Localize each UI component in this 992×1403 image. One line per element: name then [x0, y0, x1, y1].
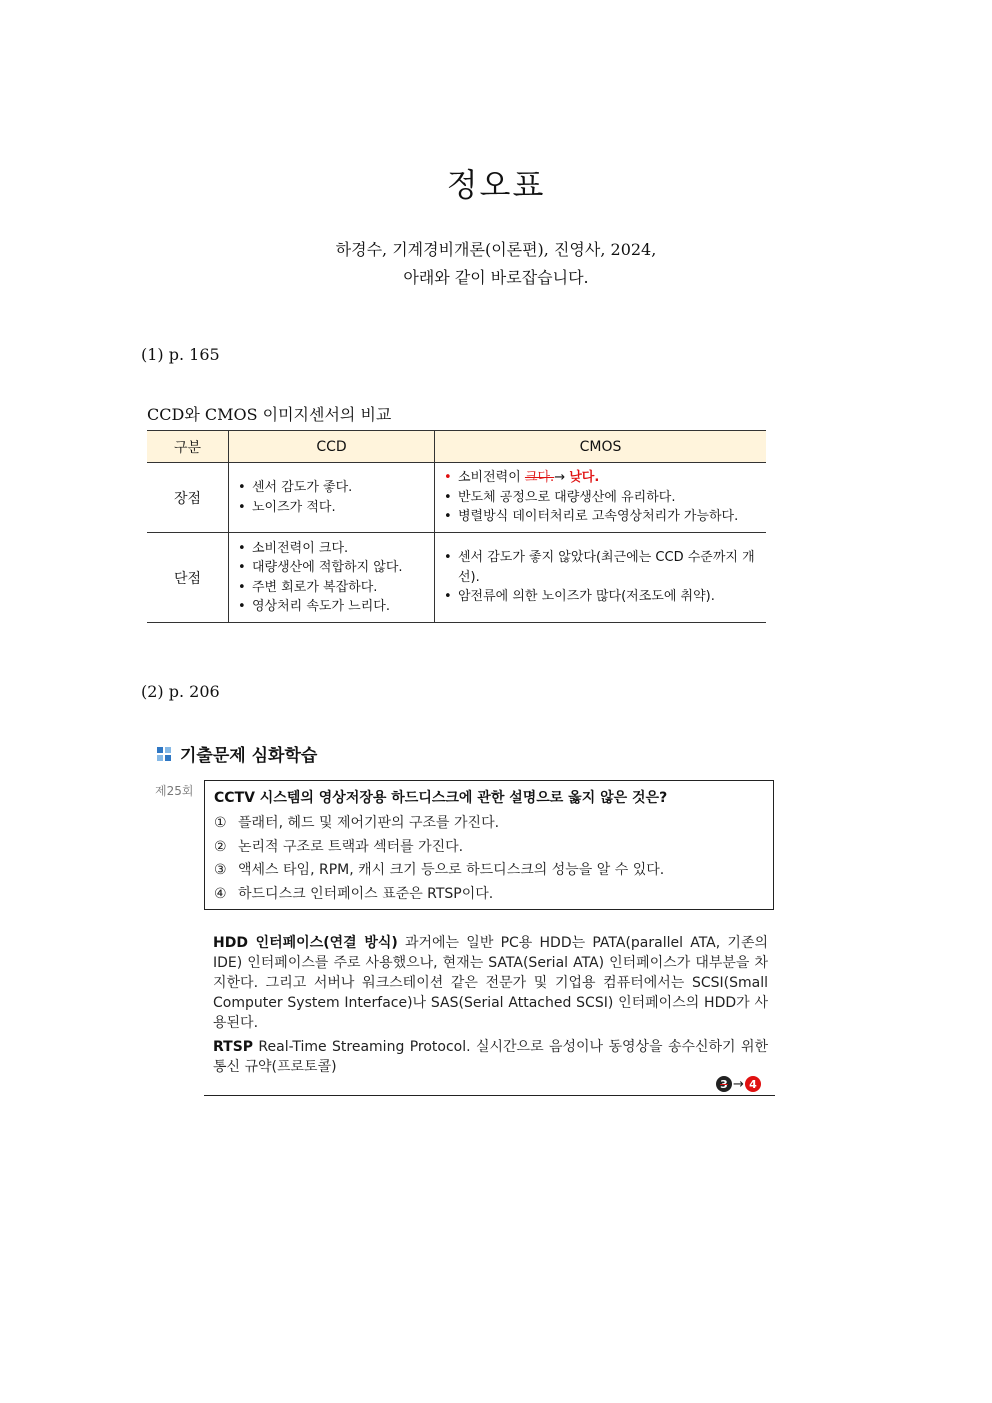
correction-prefix: 소비전력이	[458, 470, 525, 486]
instruction: 아래와 같이 바로잡습니다.	[403, 268, 589, 287]
list-item: • 암전류에 의한 노이즈가 많다(저조도에 취약).	[442, 587, 759, 607]
old-answer-badge: 3	[716, 1076, 732, 1092]
ccd-advantages-cell	[229, 463, 435, 533]
cmos-advantages-cell	[435, 463, 767, 533]
row-label-advantages: 장점	[147, 463, 229, 533]
question-text: CCTV 시스템의 영상저장용 하드디스크에 관한 설명으로 옳지 않은 것은?	[214, 790, 668, 806]
list-item: • 반도체 공정으로 대량생산에 유리하다.	[442, 488, 759, 508]
list-item: • 노이즈가 적다.	[236, 498, 427, 518]
ccd-disadvantages-cell	[229, 533, 435, 623]
correction-item	[442, 468, 759, 488]
row-label-disadvantages: 단점	[147, 533, 229, 623]
cmos-disadvantages-cell	[435, 533, 767, 623]
option-1: ① 플래터, 헤드 및 제어기판의 구조를 가진다.	[214, 815, 500, 831]
exam-number: 제25회	[155, 784, 194, 798]
table-row-disadvantages	[147, 533, 766, 623]
option-2: ② 논리적 구조로 트랙과 섹터를 가진다.	[214, 838, 464, 855]
exam-title-text: 기출문제 심화학습	[180, 746, 318, 766]
list-item: • 센서 감도가 좋지 않았다(최근에는 CCD 수준까지 개선).	[442, 548, 759, 587]
col-header-ccd: CCD	[229, 431, 435, 463]
list-item: • 병렬방식 데이터처리로 고속영상처리가 가능하다.	[442, 507, 759, 527]
option-3: ③ 액세스 타임, RPM, 캐시 크기 등으로 하드디스크의 성능을 알 수 있다.	[214, 862, 665, 878]
citation: 하경수, 기계경비개론(이론편), 진영사, 2024,	[335, 240, 657, 259]
explanation	[213, 933, 768, 1081]
answer-arrow: →	[733, 1076, 744, 1092]
correction-arrow: →	[554, 470, 566, 486]
explanation-hdd: HDD 인터페이스(연결 방식) 과거에는 일반 PC용 HDD는 PATA(parallel ATA, 기존의 IDE) 인터페이스를 주로 사용했으나, 현재는 SATA(Serial ATA) 인터페이스가 대부분을 차지한다. 그리고 서버나 워크스테이션 같은 전문가 및 기업용 컴퓨터에서는 SCSI(Small Computer System Interface)나 SAS(Serial Attached SCSI) 인터페이스의 HDD가 사용된다.	[213, 935, 768, 1031]
col-header-cmos: CMOS	[435, 431, 767, 463]
explanation-rtsp: RTSP Real-Time Streaming Protocol. 실시간으로 음성이나 동영상을 송수신하기 위한 통신 규약(프로토콜)	[213, 1039, 768, 1075]
list-item: • 주변 회로가 복잡하다.	[236, 578, 427, 598]
table-row-advantages	[147, 463, 766, 533]
bottom-divider	[204, 1095, 775, 1096]
section-1-heading: (1) p. 165	[141, 345, 220, 364]
comparison-table	[147, 430, 766, 623]
option-4: ④ 하드디스크 인터페이스 표준은 RTSP이다.	[214, 885, 494, 902]
grid-icon	[156, 746, 172, 762]
struck-text: 크다.	[524, 470, 555, 486]
list-item: • 센서 감도가 좋다.	[236, 478, 427, 498]
table-caption: CCD와 CMOS 이미지센서의 비교	[147, 405, 392, 424]
exam-section-title	[156, 741, 317, 766]
section-2-heading: (2) p. 206	[141, 682, 220, 701]
corrected-text: 낮다.	[569, 470, 600, 486]
table-header-row	[147, 431, 766, 463]
question-box	[204, 780, 774, 910]
list-item: • 대량생산에 적합하지 않다.	[236, 558, 427, 578]
list-item: • 영상처리 속도가 느리다.	[236, 597, 427, 617]
answer-correction	[716, 1076, 761, 1092]
new-answer-badge: 4	[745, 1076, 761, 1092]
page-title: 정오표	[446, 166, 546, 204]
col-header-category: 구분	[147, 431, 229, 463]
list-item: • 소비전력이 크다.	[236, 539, 427, 559]
